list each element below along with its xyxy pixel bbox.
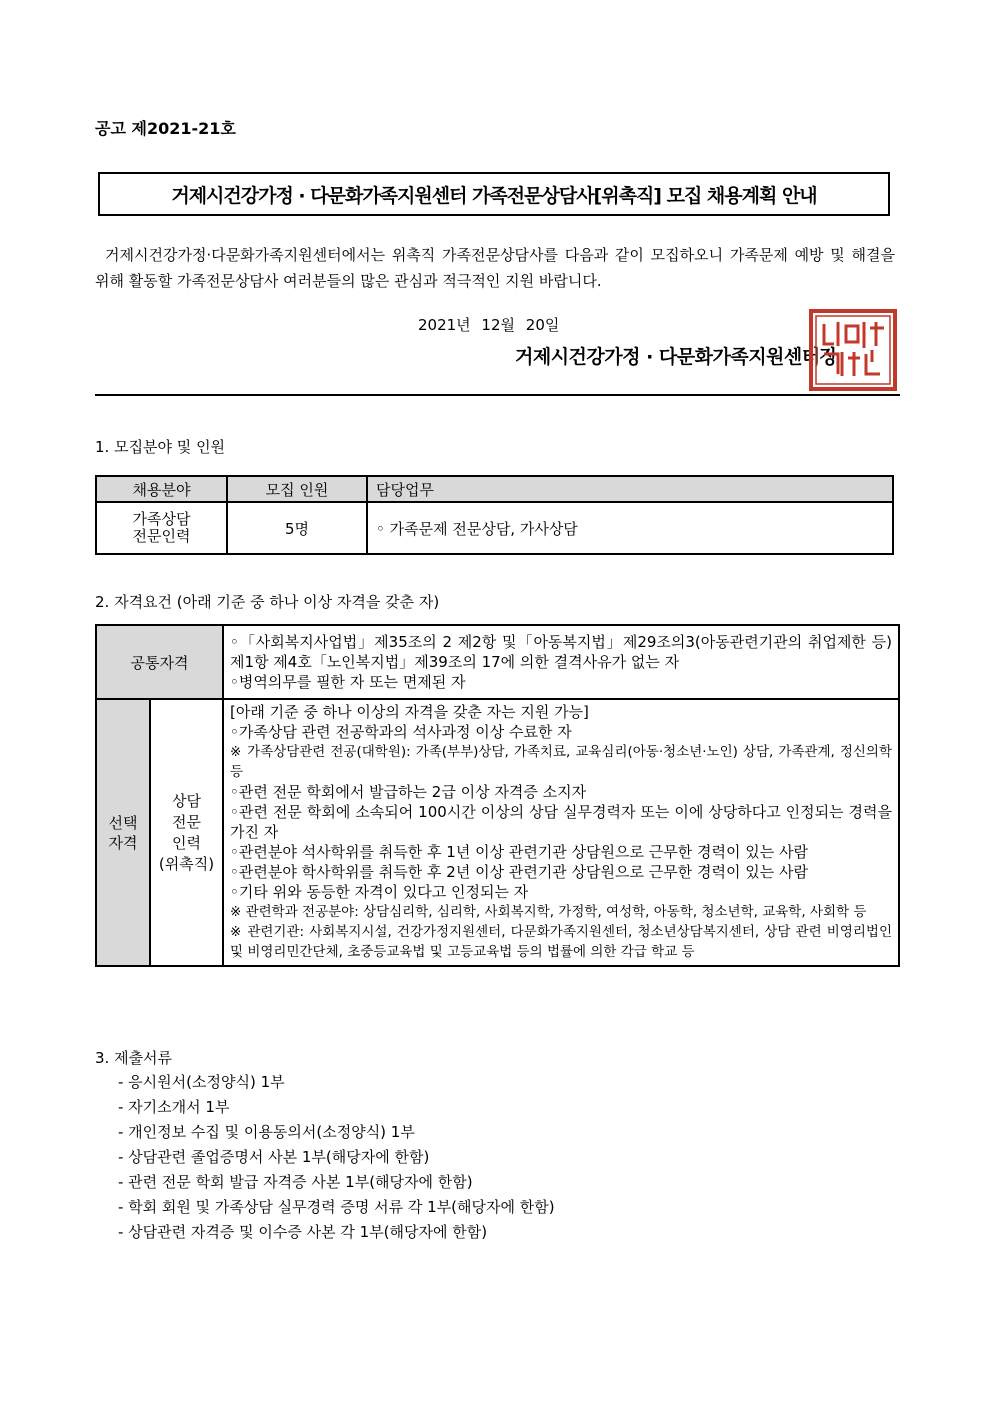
document-item: - 관련 전문 학회 발급 자격증 사본 1부(해당자에 한함) [118, 1173, 473, 1191]
header-field: 채용분야 [96, 476, 227, 502]
common-item: ◦병역의무를 필한 자 또는 면제된 자 [230, 672, 466, 691]
qualification-table [95, 624, 900, 967]
document-item: - 응시원서(소정양식) 1부 [118, 1073, 285, 1091]
role-line-2: 전문 [172, 812, 201, 831]
selective-qualifications [223, 699, 899, 966]
recruitment-table [95, 475, 894, 555]
select-label-2: 자격 [108, 833, 138, 852]
section3-title: 3. 제출서류 [95, 1049, 173, 1067]
qual-item: ◦관련분야 학사학위를 취득한 후 2년 이상 관련기관 상담원으로 근무한 경력이 있는 사람 [230, 863, 808, 881]
field-line2: 전문인력 [132, 527, 191, 545]
qual-item: ◦관련 전문 학회에 소속되어 100시간 이상의 상담 실무경력자 또는 이에 상당하다고 인정되는 경력을 가진 자 [230, 803, 892, 841]
field-cell [96, 502, 227, 554]
divider-line [95, 394, 900, 396]
common-item: ◦「사회복지사업법」제35조의 2 제2항 및「아동복지법」제29조의3(아동관련기관의 취업제한 등) 제1항 제4호「노인복지법」제39조의 17에 의한 결격사유가 없는 자 [230, 632, 892, 671]
qual-note: ※ 관련기관: 사회복지시설, 건강가정지원센터, 다문화가족지원센터, 청소년상담복지센터, 상담 관련 비영리법인 및 비영리민간단체, 초중등교육법 및 고등교육법 등의 법률에 의한 각급 학교 등 [230, 924, 892, 960]
qual-item: [아래 기준 중 하나 이상의 자격을 갖춘 자는 지원 가능] [230, 703, 589, 721]
issue-date: 2021년 12월 20일 [418, 316, 560, 334]
section2-title: 2. 자격요건 (아래 기준 중 하나 이상 자격을 갖춘 자) [95, 593, 440, 611]
field-line1: 가족상담 [132, 510, 191, 528]
official-seal-icon [808, 308, 898, 392]
select-label-1: 선택 [108, 813, 138, 832]
document-item: - 상담관련 자격증 및 이수증 사본 각 1부(해당자에 한함) [118, 1223, 488, 1241]
duty-cell: ◦ 가족문제 전문상담, 가사상담 [367, 502, 893, 554]
required-documents-list [118, 1070, 555, 1245]
section1-title: 1. 모집분야 및 인원 [95, 438, 226, 456]
header-count: 모집 인원 [227, 476, 367, 502]
qual-item: ◦기타 위와 동등한 자격이 있다고 인정되는 자 [230, 883, 529, 901]
document-title: 거제시건강가정 · 다문화가족지원센터 가족전문상담사[위촉직] 모집 채용계획 안내 [98, 172, 890, 216]
intro-paragraph: 거제시건강가정·다문화가족지원센터에서는 위촉직 가족전문상담사를 다음과 같이 모집하오니 가족문제 예방 및 해결을 위해 활동할 가족전문상담사 여러분들의 많은 관심과 적극적인 지원 바랍니다. [95, 246, 895, 290]
document-item: - 자기소개서 1부 [118, 1098, 230, 1116]
qual-item: ◦관련 전문 학회에서 발급하는 2급 이상 자격증 소지자 [230, 783, 587, 801]
qual-note: ※ 관련학과 전공분야: 상담심리학, 심리학, 사회복지학, 가정학, 여성학, 아동학, 청소년학, 교육학, 사회학 등 [230, 904, 867, 920]
qual-item: ◦가족상담 관련 전공학과의 석사과정 이상 수료한 자 [230, 723, 572, 741]
document-item: - 상담관련 졸업증명서 사본 1부(해당자에 한함) [118, 1148, 430, 1166]
signature-organization: 거제시건강가정 · 다문화가족지원센터장 [515, 346, 838, 368]
role-cell [150, 699, 223, 966]
document-item: - 학회 회원 및 가족상담 실무경력 증명 서류 각 1부(해당자에 한함) [118, 1198, 555, 1216]
role-line-1: 상담 [172, 791, 201, 810]
notice-number: 공고 제2021-21호 [95, 119, 236, 138]
qual-note: ※ 가족상담관련 전공(대학원): 가족(부부)상담, 가족치료, 교육심리(아동·청소년·노인) 상담, 가족관계, 정신의학 등 [230, 744, 892, 780]
count-cell: 5명 [227, 502, 367, 554]
role-line-4: (위촉직) [158, 854, 215, 873]
select-label [96, 699, 150, 966]
document-item: - 개인정보 수집 및 이용동의서(소정양식) 1부 [118, 1123, 415, 1141]
common-label: 공통자격 [96, 625, 223, 699]
role-line-3: 인력 [172, 833, 201, 852]
qual-item: ◦관련분야 석사학위를 취득한 후 1년 이상 관련기관 상담원으로 근무한 경력이 있는 사람 [230, 843, 808, 861]
header-duty: 담당업무 [367, 476, 893, 502]
common-qualifications [223, 625, 899, 699]
